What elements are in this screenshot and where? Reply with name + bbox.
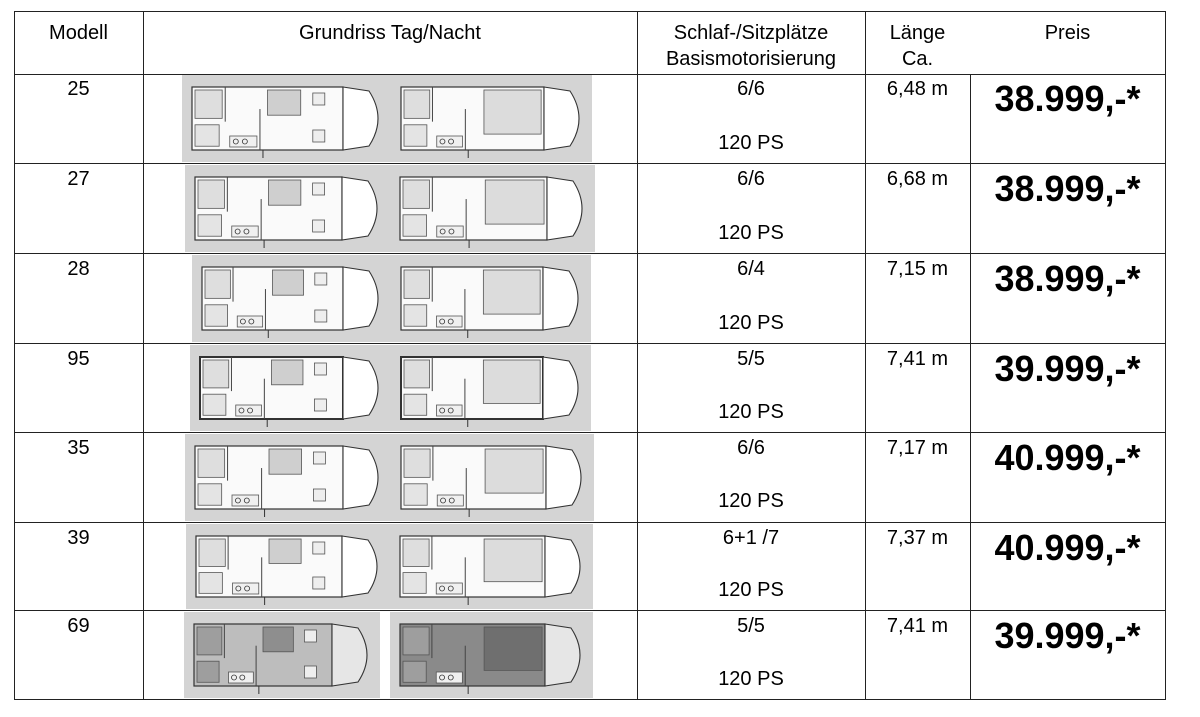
floorplan-night	[390, 165, 595, 252]
grid-line	[143, 11, 144, 700]
cell-plaetze: 6/6	[737, 437, 765, 459]
cell-preis: 39.999,-*	[994, 348, 1141, 389]
cell-motor: 120 PS	[718, 668, 784, 690]
cell-plaetze: 6/4	[737, 258, 765, 280]
header-modell: Modell	[49, 22, 108, 44]
floorplan-drawing	[390, 524, 593, 609]
floorplan-night	[391, 75, 592, 162]
floorplan-night	[391, 434, 594, 521]
cell-plaetze: 5/5	[737, 615, 765, 637]
grid-line	[14, 699, 1166, 700]
cell-motor: 120 PS	[718, 132, 784, 154]
price-table	[14, 11, 1166, 700]
cell-motor: 120 PS	[718, 490, 784, 512]
header-basismotorisierung: Basismotorisierung	[665, 48, 837, 70]
cell-motor: 120 PS	[718, 401, 784, 423]
cell-laenge: 7,37 m	[886, 527, 949, 549]
floorplan-drawing	[192, 255, 391, 342]
header-grundriss: Grundriss Tag/Nacht	[299, 22, 481, 44]
grid-line	[1165, 11, 1166, 700]
header-preis: Preis	[1044, 22, 1091, 44]
cell-motor: 120 PS	[718, 312, 784, 334]
cell-preis: 40.999,-*	[994, 527, 1141, 568]
floorplan-drawing	[190, 345, 391, 431]
floorplan-drawing	[182, 75, 391, 162]
cell-laenge: 7,41 m	[886, 348, 949, 370]
cell-preis: 38.999,-*	[994, 168, 1141, 209]
cell-plaetze: 6/6	[737, 78, 765, 100]
cell-modell: 35	[67, 437, 90, 459]
floorplan-drawing	[391, 345, 591, 431]
grid-line	[14, 11, 1166, 12]
cell-motor: 120 PS	[718, 222, 784, 244]
cell-modell: 27	[67, 168, 90, 190]
floorplan-night	[391, 255, 591, 342]
cell-laenge: 6,68 m	[886, 168, 949, 190]
header-schlafplaetze: Schlaf-/Sitzplätze	[673, 22, 829, 44]
cell-laenge: 6,48 m	[886, 78, 949, 100]
floorplan-drawing	[390, 165, 595, 252]
cell-preis: 38.999,-*	[994, 258, 1141, 299]
floorplan-night	[390, 612, 593, 698]
cell-laenge: 7,15 m	[886, 258, 949, 280]
cell-motor: 120 PS	[718, 579, 784, 601]
floorplan-drawing	[391, 255, 591, 342]
grid-line	[14, 163, 1166, 164]
cell-modell: 28	[67, 258, 90, 280]
grid-line	[14, 522, 1166, 523]
cell-plaetze: 6+1 /7	[722, 527, 780, 549]
grid-line	[14, 253, 1166, 254]
floorplan-day	[185, 165, 390, 252]
cell-laenge: 7,17 m	[886, 437, 949, 459]
floorplan-day	[190, 345, 391, 431]
floorplan-drawing	[185, 165, 390, 252]
cell-plaetze: 5/5	[737, 348, 765, 370]
floorplan-drawing	[391, 75, 592, 162]
floorplan-night	[391, 345, 591, 431]
header-laenge: Länge	[889, 22, 946, 44]
floorplan-drawing	[186, 524, 390, 609]
cell-preis: 39.999,-*	[994, 615, 1141, 656]
cell-plaetze: 6/6	[737, 168, 765, 190]
floorplan-drawing	[391, 434, 594, 521]
cell-modell: 39	[67, 527, 90, 549]
cell-modell: 95	[67, 348, 90, 370]
floorplan-day	[184, 612, 380, 698]
floorplan-drawing	[184, 612, 380, 698]
floorplan-night	[390, 524, 593, 609]
floorplan-drawing	[185, 434, 391, 521]
cell-laenge: 7,41 m	[886, 615, 949, 637]
cell-preis: 38.999,-*	[994, 78, 1141, 119]
floorplan-drawing	[390, 612, 593, 698]
floorplan-day	[182, 75, 391, 162]
header-laenge-ca: Ca.	[901, 48, 934, 70]
grid-line	[14, 432, 1166, 433]
floorplan-day	[185, 434, 391, 521]
grid-line	[14, 610, 1166, 611]
floorplan-day	[192, 255, 391, 342]
cell-modell: 69	[67, 615, 90, 637]
cell-preis: 40.999,-*	[994, 437, 1141, 478]
cell-modell: 25	[67, 78, 90, 100]
floorplan-day	[186, 524, 390, 609]
grid-line	[14, 343, 1166, 344]
